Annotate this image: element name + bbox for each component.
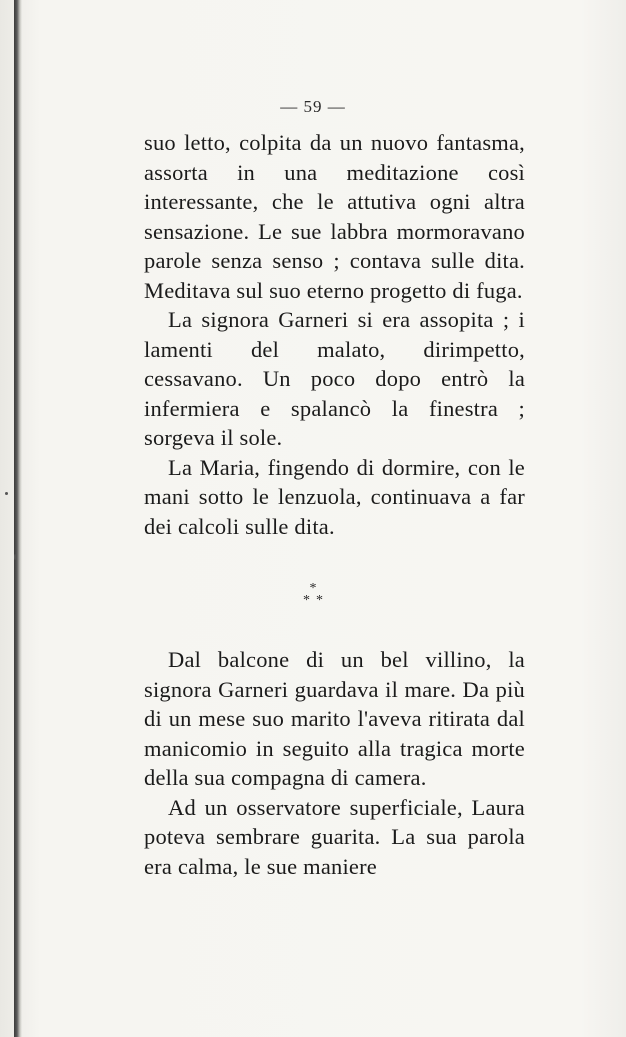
asterism-top: *: [309, 581, 317, 596]
paragraph: Ad un osservatore superficiale, Laura poteva sembrare guarita. La sua parola era calma, le sue maniere: [144, 794, 525, 879]
section-separator-asterism: [0, 583, 626, 607]
paragraph: Dal balcone di un bel villino, la signora Garneri guardava il mare. Da più di un mese suo marito l'aveva ritirata dal manicomio in seguito alla tragica morte della sua compagna di camera.: [144, 647, 525, 790]
paragraph: La Maria, fingendo di dormire, con le mani sotto le lenzuola, continuava a far dei calcoli sulle dita.: [144, 454, 525, 539]
asterism-bottom: **: [303, 593, 329, 608]
paragraph: La signora Garneri si era assopita ; i lamenti del malato, dirimpetto, cessavano. Un poco dopo entrò la infermiera e spalancò la finestra ; sorgeva il sole.: [144, 307, 525, 450]
paragraph-continued: suo letto, colpita da un nuovo fantasma, assorta in una meditazione così interessante, che le attutiva ogni altra sensazione. Le sue labbra mormoravano parole senza senso ; contava sulle dita. Meditava sul suo eterno progetto di fuga.: [144, 130, 525, 303]
page-number-header: — 59 —: [280, 97, 346, 116]
paper-speck: [5, 492, 8, 495]
binding-edge: [14, 0, 22, 1037]
text-block-upper: [144, 128, 525, 541]
paper-speck: [14, 554, 16, 560]
text-block-lower: [144, 645, 525, 881]
